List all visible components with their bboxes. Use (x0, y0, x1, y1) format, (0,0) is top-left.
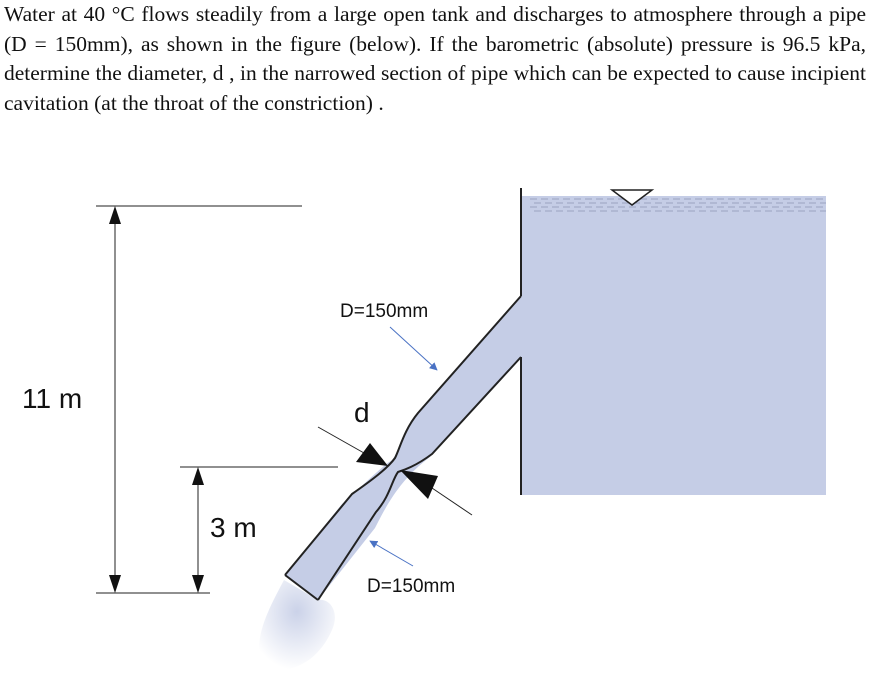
arrow-down-icon (192, 575, 204, 593)
throat-arrow-left-shaft (318, 427, 364, 453)
dimension-11m-label: 11 m (22, 383, 83, 414)
arrow-up-icon (192, 467, 204, 485)
throat-arrow-right-shaft (432, 488, 472, 515)
throat-arrow-right-icon (400, 470, 438, 499)
throat-diameter-label: d (354, 397, 370, 428)
diameter-upper-label: D=150mm (340, 301, 429, 322)
throat-arrow-left-icon (356, 443, 388, 466)
pointer-upper (390, 327, 437, 370)
pipe-water (285, 296, 521, 600)
arrow-up-icon (109, 206, 121, 224)
diameter-lower-label: D=150mm (367, 576, 456, 597)
tank-water (521, 196, 826, 495)
dimension-3m-label: 3 m (210, 512, 257, 543)
problem-statement: Water at 40 °C flows steadily from a large open tank and discharges to atmosphere through a pipe (D = 150mm), as shown in the figure (below). If the barometric (absolute) pressure is 96.5 kPa, determine the diameter, d , in the narrowed section of pipe which can be expected to cause incipient cavitation (at the throat of the constriction) . (4, 2, 866, 115)
pointer-lower (370, 541, 413, 566)
discharge-jet (259, 580, 335, 670)
arrow-down-icon (109, 575, 121, 593)
